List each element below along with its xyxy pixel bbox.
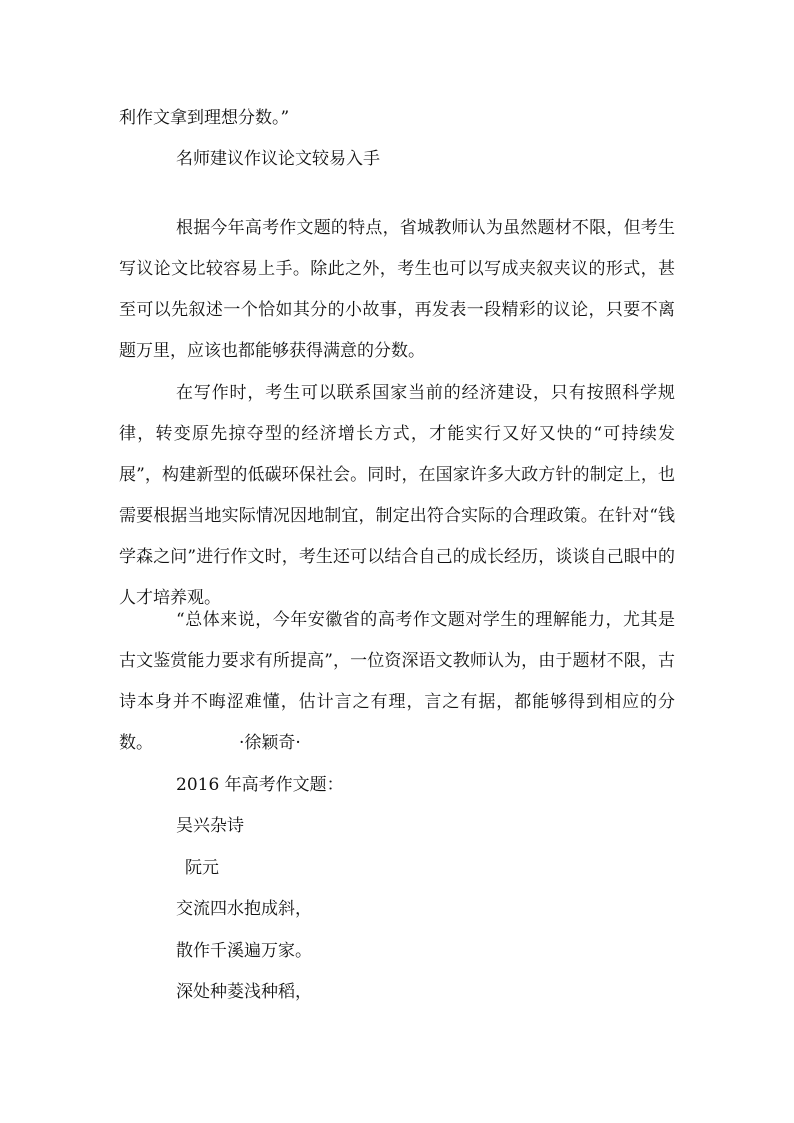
exam-title: 2016 年高考作文题： (176, 775, 344, 795)
poem-author: 阮元 (185, 858, 219, 878)
paragraph-3 (119, 600, 675, 764)
paragraph-3-text: “总体来说，今年安徽省的高考作文题对学生的理解能力，尤其是古文鉴赏能力要求有所提高”，一位资深语文教师认为，由于题材不限，古诗本身并不晦涩难懂，估计言之有理，言之有据，都能够得到相应的分数。 (119, 610, 675, 753)
paragraph-1: 根据今年高考作文题的特点，省城教师认为虽然题材不限，但考生写议论文比较容易上手。除此之外，考生也可以写成夹叙夹议的形式，甚至可以先叙述一个恰如其分的小故事，再发表一段精彩的议论，只要不离题万里，应该也都能够获得满意的分数。 (119, 218, 675, 361)
poem-title: 吴兴杂诗 (176, 816, 244, 836)
poem-line-2: 散作千溪遍万家。 (176, 941, 312, 961)
poem-line-3: 深处种菱浅种稻， (176, 982, 312, 1002)
section-heading: 名师建议作议论文较易入手 (176, 149, 380, 169)
byline: ·徐颖奇· (239, 733, 301, 753)
paragraph-2: 在写作时，考生可以联系国家当前的经济建设，只有按照科学规律，转变原先掠夺型的经济增长方式，才能实行又好又快的“可持续发展”，构建新型的低碳环保社会。同时，在国家许多大政方针的制定上，也需要根据当地实际情况因地制宜，制定出符合实际的合理政策。在针对“钱学森之问”进行作文时，考生还可以结合自己的成长经历，谈谈自己眼中的人才培养观。 (119, 383, 675, 608)
poem-line-1: 交流四水抱成斜， (176, 899, 312, 919)
continuation-line: 利作文拿到理想分数。” (119, 108, 290, 128)
